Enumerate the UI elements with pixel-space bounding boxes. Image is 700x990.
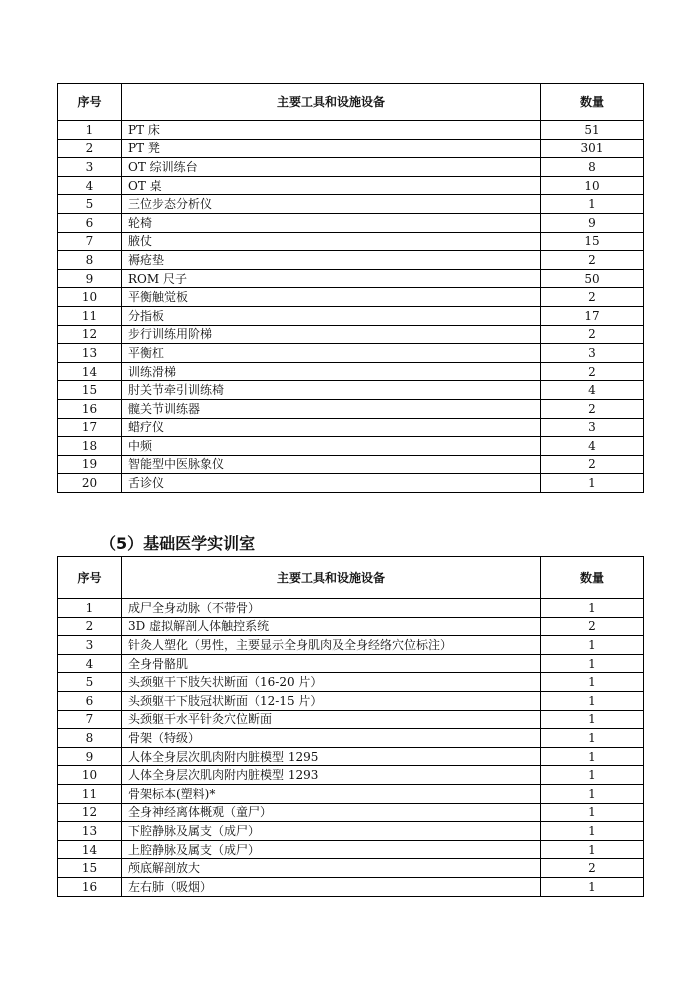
section-heading: （5）基础医学实训室 — [100, 534, 256, 553]
row-index: 6 — [58, 213, 122, 232]
table-row — [58, 399, 644, 418]
table-row — [58, 673, 644, 692]
row-equipment-name: 上腔静脉及属支（成尸） — [122, 840, 541, 859]
row-quantity: 1 — [541, 803, 644, 822]
row-quantity: 2 — [541, 251, 644, 270]
row-index: 2 — [58, 139, 122, 158]
row-equipment-name: 头颈躯干下肢矢状断面（16-20 片） — [122, 673, 541, 692]
row-quantity: 1 — [541, 195, 644, 214]
row-equipment-name: 平衡触觉板 — [122, 288, 541, 307]
table-row — [58, 599, 644, 618]
row-index: 9 — [58, 269, 122, 288]
row-equipment-name: 骨架（特级） — [122, 729, 541, 748]
row-index: 5 — [58, 195, 122, 214]
row-quantity: 15 — [541, 232, 644, 251]
row-equipment-name: OT 综训练台 — [122, 158, 541, 177]
row-quantity: 1 — [541, 636, 644, 655]
row-quantity: 1 — [541, 691, 644, 710]
row-index: 9 — [58, 747, 122, 766]
row-equipment-name: 舌诊仪 — [122, 474, 541, 493]
table-row — [58, 877, 644, 896]
table-row — [58, 617, 644, 636]
row-quantity: 1 — [541, 840, 644, 859]
row-quantity: 1 — [541, 766, 644, 785]
row-quantity: 51 — [541, 121, 644, 140]
table-header-row — [58, 557, 644, 599]
row-index: 7 — [58, 232, 122, 251]
row-index: 15 — [58, 381, 122, 400]
table-row — [58, 176, 644, 195]
row-index: 16 — [58, 399, 122, 418]
row-equipment-name: 全身骨骼肌 — [122, 654, 541, 673]
row-quantity: 2 — [541, 399, 644, 418]
table-row — [58, 121, 644, 140]
row-quantity: 1 — [541, 673, 644, 692]
row-index: 3 — [58, 636, 122, 655]
table-row — [58, 381, 644, 400]
row-quantity: 3 — [541, 344, 644, 363]
row-equipment-name: 颅底解剖放大 — [122, 859, 541, 878]
row-index: 15 — [58, 859, 122, 878]
table-row — [58, 437, 644, 456]
table-row — [58, 195, 644, 214]
row-index: 12 — [58, 325, 122, 344]
table-row — [58, 729, 644, 748]
row-quantity: 17 — [541, 306, 644, 325]
row-index: 11 — [58, 306, 122, 325]
row-index: 8 — [58, 251, 122, 270]
table-row — [58, 691, 644, 710]
row-equipment-name: 人体全身层次肌肉附内脏模型 1295 — [122, 747, 541, 766]
table-row — [58, 269, 644, 288]
equipment-table-2 — [57, 556, 644, 897]
table-row — [58, 325, 644, 344]
header-index: 序号 — [58, 557, 122, 599]
row-quantity: 301 — [541, 139, 644, 158]
table-row — [58, 288, 644, 307]
header-equipment: 主要工具和设施设备 — [122, 557, 541, 599]
row-equipment-name: 腋仗 — [122, 232, 541, 251]
row-equipment-name: 针灸人塑化（男性，主要显示全身肌肉及全身经络穴位标注） — [122, 636, 541, 655]
table-header-row — [58, 84, 644, 121]
table-row — [58, 710, 644, 729]
table-row — [58, 474, 644, 493]
row-equipment-name: 全身神经离体概观（童尸） — [122, 803, 541, 822]
table-row — [58, 251, 644, 270]
row-equipment-name: 褥疮垫 — [122, 251, 541, 270]
row-quantity: 1 — [541, 599, 644, 618]
row-index: 11 — [58, 784, 122, 803]
row-index: 13 — [58, 344, 122, 363]
row-index: 14 — [58, 840, 122, 859]
row-equipment-name: 骨架标本(塑料)* — [122, 784, 541, 803]
row-equipment-name: 分指板 — [122, 306, 541, 325]
row-equipment-name: 智能型中医脉象仪 — [122, 455, 541, 474]
row-equipment-name: 头颈躯干下肢冠状断面（12-15 片） — [122, 691, 541, 710]
row-quantity: 4 — [541, 381, 644, 400]
row-quantity: 1 — [541, 747, 644, 766]
row-equipment-name: 左右肺（吸烟） — [122, 877, 541, 896]
row-index: 4 — [58, 654, 122, 673]
table-row — [58, 747, 644, 766]
row-quantity: 2 — [541, 288, 644, 307]
row-quantity: 1 — [541, 654, 644, 673]
equipment-table-1 — [57, 83, 644, 493]
row-quantity: 9 — [541, 213, 644, 232]
row-equipment-name: 步行训练用阶梯 — [122, 325, 541, 344]
table-row — [58, 636, 644, 655]
table-row — [58, 840, 644, 859]
row-equipment-name: 头颈躯干水平针灸穴位断面 — [122, 710, 541, 729]
row-index: 8 — [58, 729, 122, 748]
table-row — [58, 139, 644, 158]
table-row — [58, 859, 644, 878]
row-index: 12 — [58, 803, 122, 822]
row-index: 20 — [58, 474, 122, 493]
row-equipment-name: 成尸全身动脉（不带骨） — [122, 599, 541, 618]
table-row — [58, 654, 644, 673]
row-quantity: 2 — [541, 455, 644, 474]
row-equipment-name: 3D 虚拟解剖人体触控系统 — [122, 617, 541, 636]
row-index: 16 — [58, 877, 122, 896]
row-index: 10 — [58, 288, 122, 307]
row-quantity: 1 — [541, 877, 644, 896]
row-index: 17 — [58, 418, 122, 437]
row-index: 1 — [58, 599, 122, 618]
row-quantity: 1 — [541, 710, 644, 729]
row-equipment-name: 髋关节训练器 — [122, 399, 541, 418]
row-equipment-name: 平衡杠 — [122, 344, 541, 363]
row-quantity: 2 — [541, 325, 644, 344]
header-equipment: 主要工具和设施设备 — [122, 84, 541, 121]
row-quantity: 1 — [541, 784, 644, 803]
row-quantity: 50 — [541, 269, 644, 288]
header-quantity: 数量 — [541, 84, 644, 121]
row-index: 6 — [58, 691, 122, 710]
row-equipment-name: OT 桌 — [122, 176, 541, 195]
row-quantity: 3 — [541, 418, 644, 437]
header-quantity: 数量 — [541, 557, 644, 599]
header-index: 序号 — [58, 84, 122, 121]
row-index: 18 — [58, 437, 122, 456]
row-quantity: 4 — [541, 437, 644, 456]
table-row — [58, 306, 644, 325]
row-equipment-name: 人体全身层次肌肉附内脏模型 1293 — [122, 766, 541, 785]
row-index: 2 — [58, 617, 122, 636]
row-equipment-name: ROM 尺子 — [122, 269, 541, 288]
table-row — [58, 213, 644, 232]
row-index: 5 — [58, 673, 122, 692]
row-quantity: 2 — [541, 617, 644, 636]
row-equipment-name: 蜡疗仪 — [122, 418, 541, 437]
row-quantity: 1 — [541, 729, 644, 748]
row-index: 7 — [58, 710, 122, 729]
row-equipment-name: 下腔静脉及属支（成尸） — [122, 822, 541, 841]
row-index: 4 — [58, 176, 122, 195]
row-index: 3 — [58, 158, 122, 177]
row-quantity: 2 — [541, 362, 644, 381]
table-row — [58, 418, 644, 437]
row-quantity: 8 — [541, 158, 644, 177]
row-index: 1 — [58, 121, 122, 140]
row-index: 14 — [58, 362, 122, 381]
row-equipment-name: 训练滑梯 — [122, 362, 541, 381]
table-row — [58, 822, 644, 841]
row-equipment-name: 三位步态分析仪 — [122, 195, 541, 214]
row-equipment-name: PT 床 — [122, 121, 541, 140]
row-quantity: 2 — [541, 859, 644, 878]
row-quantity: 10 — [541, 176, 644, 195]
table-row — [58, 803, 644, 822]
row-equipment-name: 中频 — [122, 437, 541, 456]
table-row — [58, 158, 644, 177]
row-index: 13 — [58, 822, 122, 841]
row-quantity: 1 — [541, 474, 644, 493]
row-index: 19 — [58, 455, 122, 474]
row-index: 10 — [58, 766, 122, 785]
table-row — [58, 784, 644, 803]
row-equipment-name: 肘关节牵引训练椅 — [122, 381, 541, 400]
table-row — [58, 344, 644, 363]
row-equipment-name: PT 凳 — [122, 139, 541, 158]
table-row — [58, 766, 644, 785]
table-row — [58, 362, 644, 381]
row-quantity: 1 — [541, 822, 644, 841]
table-row — [58, 455, 644, 474]
row-equipment-name: 轮椅 — [122, 213, 541, 232]
table-row — [58, 232, 644, 251]
